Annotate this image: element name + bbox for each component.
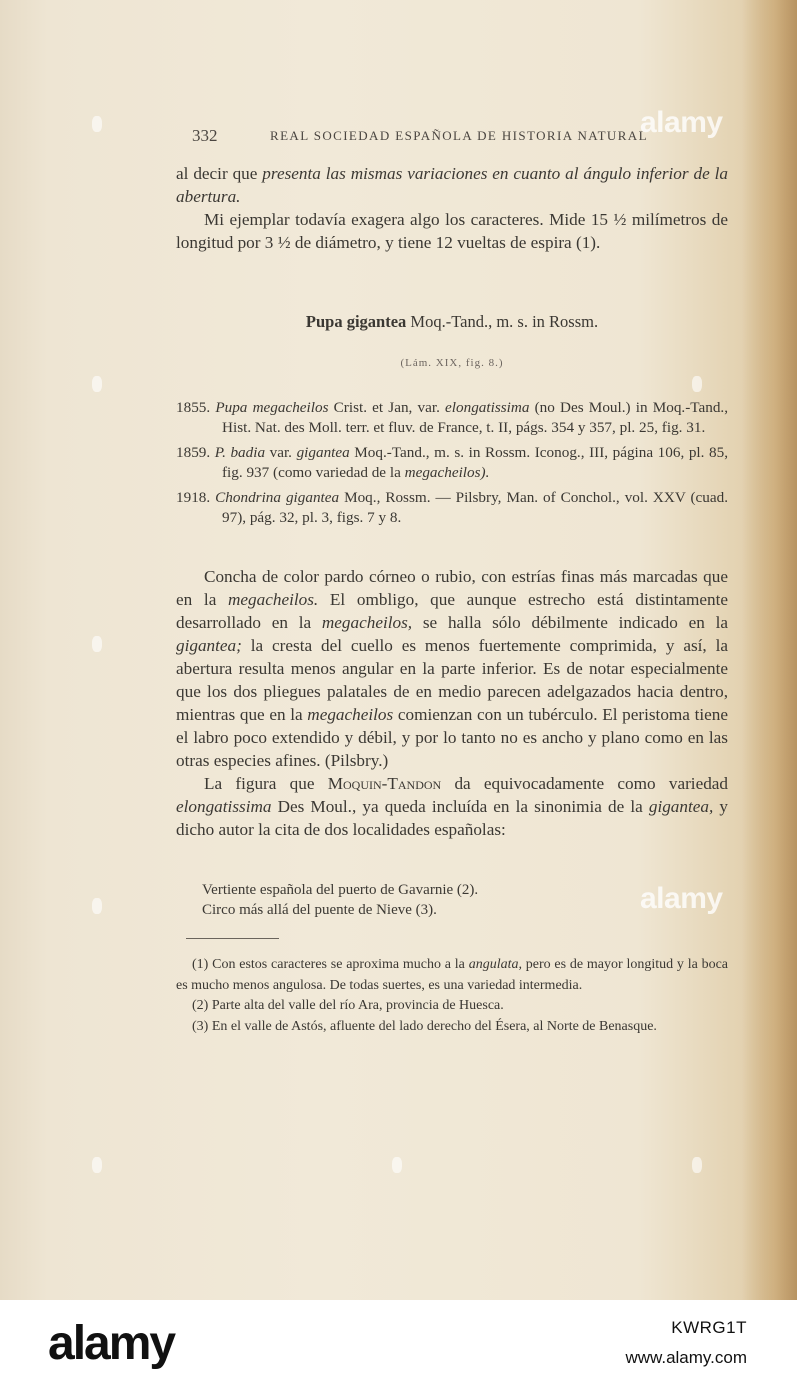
watermark-dot [92,1157,102,1173]
description-paragraph: Concha de color pardo córneo o rubio, con estrías finas más marcadas que en la megacheilos. El ombligo, que aunque estrecho está distintamente desarrollado en la megacheilos, se halla sólo débilmente indicado en la gigantea; la cresta del cuello es menos fuertemente comprimida, y así, la abertura resulta menos angular en la parte inferior. Es de notar especialmente que los dos pliegues palatales de en medio parecen adelgazados hacia dentro, mientras que en la megacheilos comienzan con un tubérculo. El peristoma tiene el labro poco extendido y débil, y por lo tanto no es ancho y plano como en las otras especies afines. (Pilsbry.) [176,567,728,770]
alamy-logo: alamy [48,1317,175,1370]
watermark-dot [692,376,702,392]
footnote-2: (2) Parte alta del valle del río Ara, provincia de Huesca. [192,998,504,1013]
watermark-dot [92,898,102,914]
locality-item: Circo más allá del puente de Nieve (3). [202,902,437,918]
species-heading [176,312,728,332]
plate-reference: (Lám. XIX, fig. 8.) [400,357,504,369]
image-id: KWRG1T [671,1318,747,1337]
watermark-dot [692,1157,702,1173]
intro-block [176,162,728,254]
watermark-dot [92,116,102,132]
site-url: www.alamy.com [625,1348,747,1367]
locality-item: Vertiente española del puerto de Gavarnie (2). [202,882,479,898]
watermark-logo: alamy [640,106,723,139]
footnote-rule [186,938,279,939]
footnote-1: (1) Con estos caracteres se aproxima mucho a la angulata, pero es de mayor longitud y la boca es mucho menos angulosa. De todas suertes, es una variedad intermedia. [176,957,729,993]
species-authority: Moq.-Tand., m. s. in Rossm. [406,312,599,331]
intro-paragraph-1: al decir que presenta las mismas variaciones en cuanto al ángulo inferior de la abertura. [176,164,728,206]
running-title: REAL SOCIEDAD ESPAÑOLA DE HISTORIA NATURAL [270,128,648,143]
stock-footer [0,1300,797,1390]
footnotes [176,955,728,1037]
intro-paragraph-2: Mi ejemplar todavía exagera algo los caracteres. Mide 15 ½ milímetros de longitud por 3 ½ de diámetro, y tiene 12 vueltas de espira (1). [176,210,728,252]
description-block [176,565,728,841]
figure-paragraph: La figura que Moquin-Tandon da equivocadamente como variedad elongatissima Des Moul., ya queda incluída en la sinonimia de la gigantea, y dicho autor la cita de dos localidades españolas: [176,774,729,839]
synonymy-entry: 1859. P. badia var. gigantea Moq.-Tand., m. s. in Rossm. Iconog., III, página 106, pl. 85, fig. 937 (como variedad de la megacheilos). [176,444,729,481]
footnote-3: (3) En el valle de Astós, afluente del lado derecho del Ésera, al Norte de Benasque. [192,1018,657,1034]
synonymy-list [176,398,728,533]
watermark-dot [92,376,102,392]
page-number: 332 [192,126,218,145]
synonymy-entry: 1918. Chondrina gigantea Moq., Rossm. — Pilsbry, Man. of Conchol., vol. XXV (cuad. 97), pág. 32, pl. 3, figs. 7 y 8. [176,489,729,526]
author-name: Moquin-Tandon [327,774,442,793]
synonymy-entry: 1855. Pupa megacheilos Crist. et Jan, var. elongatissima (no Des Moul.) in Moq.-Tand., Hist. Nat. des Moll. terr. et fluv. de France, t. II, págs. 354 y 357, pl. 25, fig. 31. [176,399,729,436]
watermark-dot [92,636,102,652]
species-name: Pupa gigantea [305,312,407,331]
watermark-logo: alamy [640,882,723,915]
watermark-dot [392,1157,402,1173]
